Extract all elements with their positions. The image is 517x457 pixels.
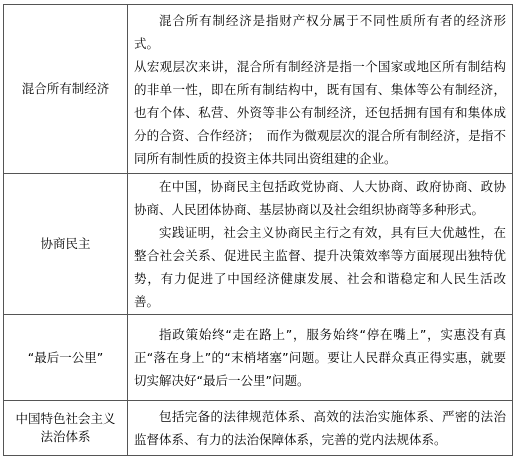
- term-label: 协商民主: [40, 236, 91, 251]
- definition-paragraph: 实践证明，社会主义协商民主行之有效，具有巨大优越性，在整合社会关系、促进民主监督、提升决策效率等方面展现出独特优势，有力促进了中国经济健康发展、社会和谐稳定和人民生活改善。: [134, 225, 506, 309]
- term-cell: [4, 5, 128, 174]
- definition-paragraph: 从宏观层次来讲，混合所有制经济是指一个国家或地区所有制结构的非单一性，即在所有制结构中，既有国有、集体等公有制经济，也有个体、私营、外资等非公有制经济，还包括拥有国有和集体成分的合资、合作经济； 而作为微观层次的混合所有制经济，是指不同所有制性质的投资主体共同出资组建的企业。: [134, 58, 506, 166]
- table-row: [4, 401, 513, 456]
- definition-cell: [128, 315, 513, 401]
- definition-paragraph: 在中国，协商民主包括政党协商、人大协商、政府协商、政协协商、人民团体协商、基层协商以及社会组织协商等多种形式。: [134, 179, 506, 217]
- definition-paragraph: 混合所有制经济是指财产权分属于不同性质所有者的经济形式。: [134, 12, 506, 51]
- table-row: [4, 5, 513, 174]
- table-row: [4, 174, 513, 315]
- definition-cell: [128, 5, 513, 174]
- term-label-line: 法治体系: [40, 429, 91, 444]
- term-label: 混合所有制经济: [21, 81, 110, 96]
- definition-paragraph: 包括完备的法律规范体系、高效的法治实施体系、严密的法治监督体系、有力的法治保障体系，完善的党内法规体系。: [134, 409, 506, 447]
- definition-paragraph: 指政策始终“走在路上”，服务始终“停在嘴上”，实惠没有真正“落在身上”的“末梢堵塞”问题。要让人民群众真正得实惠，就要切实解决好“最后一公里”问题。: [134, 327, 506, 388]
- term-cell: [4, 401, 128, 456]
- table-row: [4, 315, 513, 401]
- definition-cell: [128, 174, 513, 315]
- term-label: “最后一公里”: [27, 349, 104, 365]
- definition-cell: [128, 401, 513, 456]
- term-label-line: 中国特色社会主义: [15, 411, 116, 426]
- term-cell: [4, 174, 128, 315]
- terms-table: [3, 4, 513, 456]
- term-cell: [4, 315, 128, 401]
